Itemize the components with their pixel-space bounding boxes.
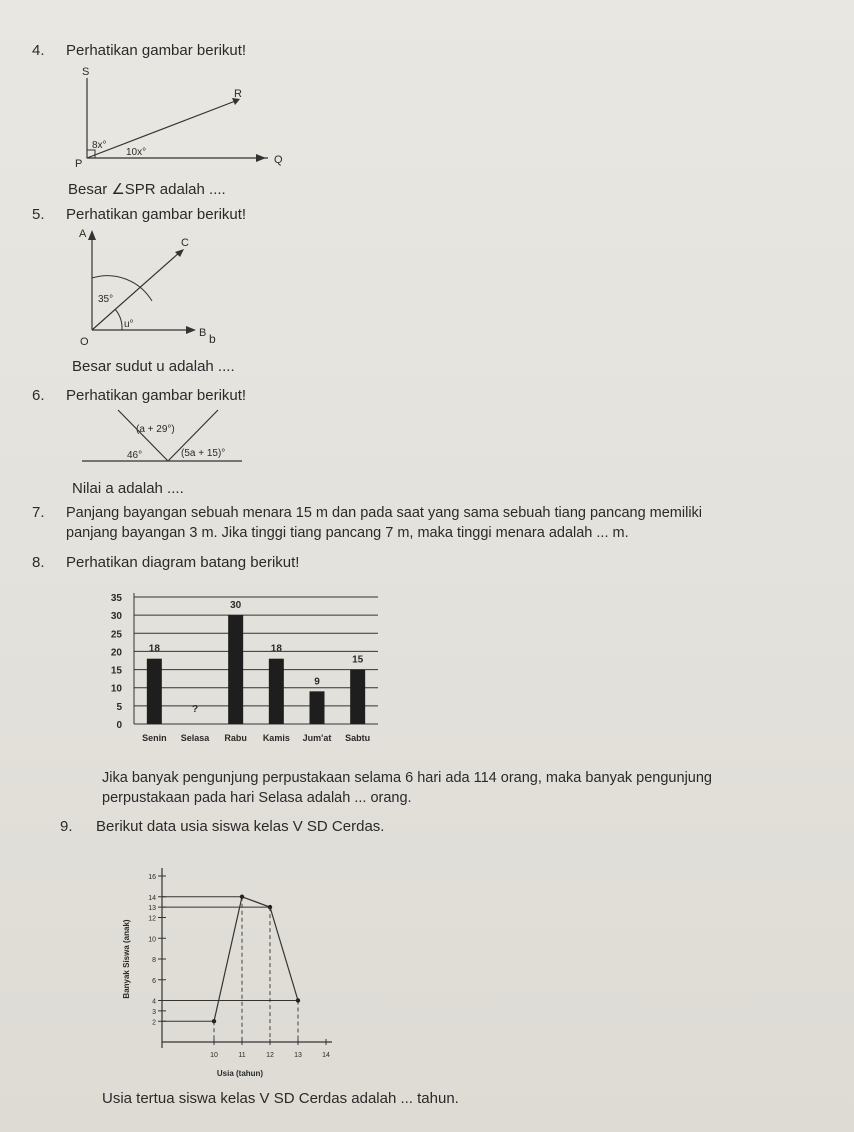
bar-ytick-0: 0 bbox=[116, 720, 122, 731]
q4-number: 4. bbox=[32, 42, 45, 59]
bar-value-label-4: 9 bbox=[314, 676, 320, 688]
q5-label-c: C bbox=[181, 237, 189, 249]
bar-value-label-5: 15 bbox=[352, 654, 364, 666]
bar-ytick-35: 35 bbox=[110, 593, 122, 604]
q4-label-q: Q bbox=[274, 154, 283, 166]
bar-ytick-15: 15 bbox=[110, 665, 122, 677]
q8-line-2: perpustakaan pada hari Selasa adalah ... orang. bbox=[102, 790, 412, 806]
bar-category-0: Senin bbox=[142, 733, 167, 743]
age-xtick-12: 12 bbox=[266, 1052, 274, 1059]
q7-line-2: panjang bayangan 3 m. Jika tinggi tiang pancang 7 m, maka tinggi menara adalah ... m. bbox=[66, 525, 629, 541]
q6-label-right: (5a + 15)° bbox=[181, 448, 226, 459]
q5-number: 5. bbox=[32, 206, 45, 223]
bar-ytick-30: 30 bbox=[110, 611, 122, 623]
q4-angle-8x: 8x° bbox=[92, 140, 107, 151]
q6-number: 6. bbox=[32, 387, 45, 404]
q5-label-o: O bbox=[80, 336, 89, 348]
q8-prompt: Perhatikan diagram batang berikut! bbox=[66, 554, 300, 571]
age-xtick-13: 13 bbox=[294, 1052, 302, 1059]
bar-category-3: Kamis bbox=[262, 733, 290, 743]
bar-category-1: Selasa bbox=[180, 733, 210, 743]
q9-question: Usia tertua siswa kelas V SD Cerdas adalah ... tahun. bbox=[102, 1090, 459, 1107]
bar-category-5: Sabtu bbox=[345, 733, 371, 743]
q5-label-b-lower: b bbox=[209, 332, 216, 346]
q6-prompt: Perhatikan gambar berikut! bbox=[66, 387, 247, 404]
bar-category-4: Jum'at bbox=[302, 733, 332, 743]
q5-label-b: B bbox=[199, 327, 207, 339]
age-point-3 bbox=[296, 998, 300, 1002]
age-x-label: Usia (tahun) bbox=[216, 1069, 264, 1078]
age-ytick-12: 12 bbox=[148, 915, 156, 923]
q5-angle-35: 35° bbox=[98, 294, 114, 305]
age-ytick-4: 4 bbox=[152, 998, 156, 1006]
q6-label-top: (a + 29°) bbox=[136, 424, 175, 435]
q7-line-1: Panjang bayangan sebuah menara 15 m dan pada saat yang sama sebuah tiang pancang memiliki bbox=[66, 505, 703, 521]
age-ytick-14: 14 bbox=[148, 894, 156, 902]
bar-ytick-25: 25 bbox=[110, 629, 122, 641]
bar-value-label-0: 18 bbox=[148, 643, 160, 655]
age-ytick-3: 3 bbox=[152, 1008, 156, 1016]
bar-category-2: Rabu bbox=[224, 733, 247, 743]
age-xtick-10: 10 bbox=[210, 1052, 218, 1059]
age-point-0 bbox=[212, 1019, 216, 1023]
age-ytick-13: 13 bbox=[148, 905, 156, 913]
bar-value-label-2: 30 bbox=[230, 600, 242, 612]
bar-value-label-1: ? bbox=[191, 704, 199, 715]
q4-label-s: S bbox=[82, 66, 90, 78]
q5-question: Besar sudut u adalah .... bbox=[72, 358, 235, 375]
age-ytick-16: 16 bbox=[148, 874, 156, 881]
age-ytick-10: 10 bbox=[148, 936, 156, 944]
q5-label-a: A bbox=[79, 228, 87, 240]
age-xtick-14: 14 bbox=[322, 1052, 330, 1059]
age-xtick-11: 11 bbox=[238, 1052, 246, 1059]
q8-number: 8. bbox=[32, 554, 45, 571]
bar-ytick-10: 10 bbox=[110, 683, 122, 695]
bar-ytick-20: 20 bbox=[110, 647, 122, 659]
q4-prompt: Perhatikan gambar berikut! bbox=[66, 42, 247, 59]
bar-ytick-5: 5 bbox=[116, 701, 122, 713]
age-point-2 bbox=[268, 905, 272, 909]
q4-label-r: R bbox=[234, 88, 242, 100]
bar-value-label-3: 18 bbox=[270, 643, 282, 655]
q7-number: 7. bbox=[32, 504, 45, 521]
age-point-1 bbox=[240, 895, 244, 899]
q9-prompt: Berikut data usia siswa kelas V SD Cerdas. bbox=[96, 818, 385, 835]
age-y-label: Banyak Siswa (anak) bbox=[122, 919, 131, 999]
q6-label-46: 46° bbox=[127, 450, 143, 461]
q4-angle-10x: 10x° bbox=[126, 147, 147, 158]
age-ytick-2: 2 bbox=[152, 1019, 156, 1027]
q5-prompt: Perhatikan gambar berikut! bbox=[66, 206, 247, 223]
age-ytick-6: 6 bbox=[152, 977, 156, 985]
q4-label-p: P bbox=[75, 158, 83, 170]
age-ytick-8: 8 bbox=[152, 957, 156, 964]
q6-question: Nilai a adalah .... bbox=[72, 480, 184, 497]
q5-angle-u: u° bbox=[124, 319, 134, 330]
age-line-series bbox=[214, 897, 298, 1022]
q9-number: 9. bbox=[60, 818, 73, 835]
q4-question: Besar ∠SPR adalah .... bbox=[68, 181, 226, 198]
q8-line-1: Jika banyak pengunjung perpustakaan selama 6 hari ada 114 orang, maka banyak pengunjung bbox=[102, 770, 712, 786]
